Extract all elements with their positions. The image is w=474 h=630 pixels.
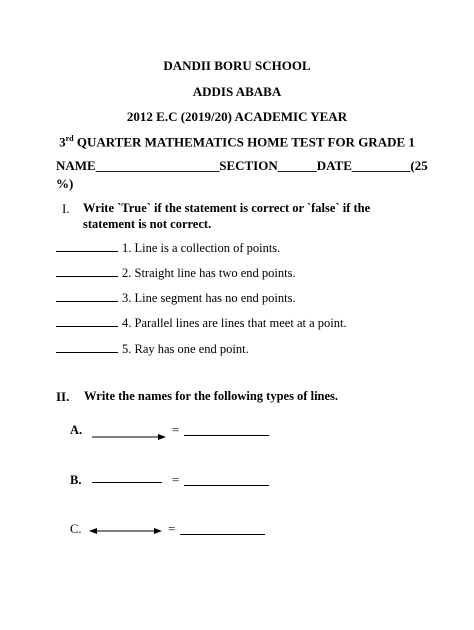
- academic-year: 2012 E.C (2019/20) ACADEMIC YEAR: [126, 109, 348, 124]
- answer-blank[interactable]: [56, 316, 118, 327]
- item-c-answer-blank[interactable]: [180, 524, 265, 535]
- true-false-item: 1. Line is a collection of points.: [56, 241, 280, 256]
- item-a-equals: =: [172, 422, 180, 437]
- school-name: DANDII BORU SCHOOL: [163, 58, 311, 73]
- city-name: ADDIS ABABA: [192, 84, 282, 99]
- info-line: NAME___________________SECTION______DATE_________(25: [56, 158, 428, 173]
- section2-number: II.: [56, 389, 70, 404]
- true-false-item: 5. Ray has one end point.: [56, 342, 249, 357]
- line-figure: [88, 525, 164, 537]
- test-title-ordinal: rd: [65, 134, 74, 143]
- answer-blank[interactable]: [56, 342, 118, 353]
- item-c-equals: =: [168, 521, 176, 536]
- true-false-item: 2. Straight line has two end points.: [56, 266, 296, 281]
- section2-instruction: Write the names for the following types of lines.: [84, 389, 339, 403]
- section1-number: I.: [62, 201, 70, 216]
- answer-blank[interactable]: [56, 291, 118, 302]
- true-false-item: 3. Line segment has no end points.: [56, 291, 296, 306]
- info-line-cont: %): [56, 176, 74, 191]
- item-c-label: C.: [70, 522, 82, 536]
- ray-figure: [92, 431, 168, 443]
- item-a-answer-blank[interactable]: [184, 425, 269, 436]
- segment-figure: [92, 482, 162, 483]
- answer-blank[interactable]: [56, 266, 118, 277]
- section1-instruction: Write `True` if the statement is correct or `false` if the: [83, 201, 371, 215]
- test-title: [0, 134, 474, 150]
- item-a-label: A.: [70, 423, 83, 437]
- item-b-equals: =: [172, 472, 180, 487]
- item-b-label: B.: [70, 473, 82, 487]
- section1-instruction-cont: statement is not correct.: [83, 217, 212, 231]
- true-false-item: 4. Parallel lines are lines that meet at a point.: [56, 316, 347, 331]
- test-title-number: 3: [59, 134, 66, 150]
- answer-blank[interactable]: [56, 241, 118, 252]
- item-b-answer-blank[interactable]: [184, 475, 269, 486]
- test-title-text: QUARTER MATHEMATICS HOME TEST FOR GRADE 1: [73, 134, 415, 150]
